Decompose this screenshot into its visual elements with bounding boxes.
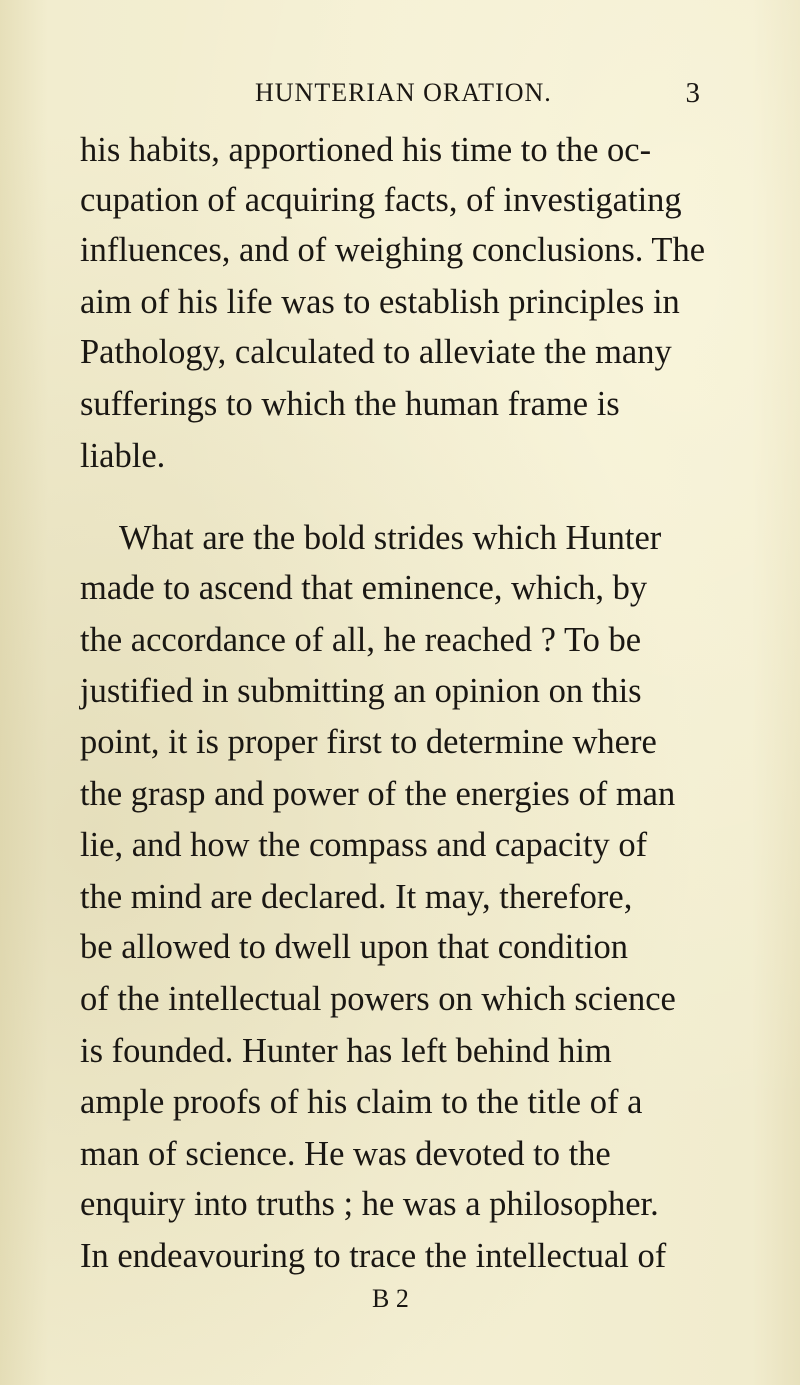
- running-head: [80, 78, 700, 118]
- text-line: In endeavouring to trace the intellectual of: [80, 1237, 667, 1275]
- text-line: lie, and how the compass and capacity of: [80, 826, 648, 864]
- text-line: the grasp and power of the energies of man: [80, 775, 676, 813]
- text-line: justified in submitting an opinion on this: [80, 672, 642, 710]
- text-line: made to ascend that eminence, which, by: [80, 569, 648, 607]
- text-line: of the intellectual powers on which science: [80, 980, 676, 1018]
- text-line: aim of his life was to establish principles in: [80, 283, 680, 321]
- text-line: ample proofs of his claim to the title of a: [80, 1083, 643, 1121]
- text-line: sufferings to which the human frame is: [80, 385, 620, 423]
- text-line: be allowed to dwell upon that condition: [80, 928, 629, 966]
- text-line: the accordance of all, he reached ? To be: [80, 621, 642, 659]
- text-line: Pathology, calculated to alleviate the many: [80, 333, 672, 371]
- text-line: point, it is proper first to determine where: [80, 723, 657, 761]
- text-line: the mind are declared. It may, therefore,: [80, 878, 633, 916]
- text-line: his habits, apportioned his time to the oc-: [80, 131, 652, 169]
- signature-mark: B 2: [372, 1284, 409, 1313]
- text-line: cupation of acquiring facts, of investigating: [80, 181, 682, 219]
- text-line: man of science. He was devoted to the: [80, 1135, 611, 1173]
- text-line: enquiry into truths ; he was a philosopher.: [80, 1185, 659, 1223]
- running-title: HUNTERIAN ORATION.: [255, 78, 552, 107]
- page-number: 3: [685, 77, 700, 109]
- text-line: influences, and of weighing conclusions. The: [80, 231, 706, 269]
- text-line: is founded. Hunter has left behind him: [80, 1032, 612, 1070]
- text-line: liable.: [80, 437, 166, 475]
- text-line: What are the bold strides which Hunter: [119, 519, 662, 557]
